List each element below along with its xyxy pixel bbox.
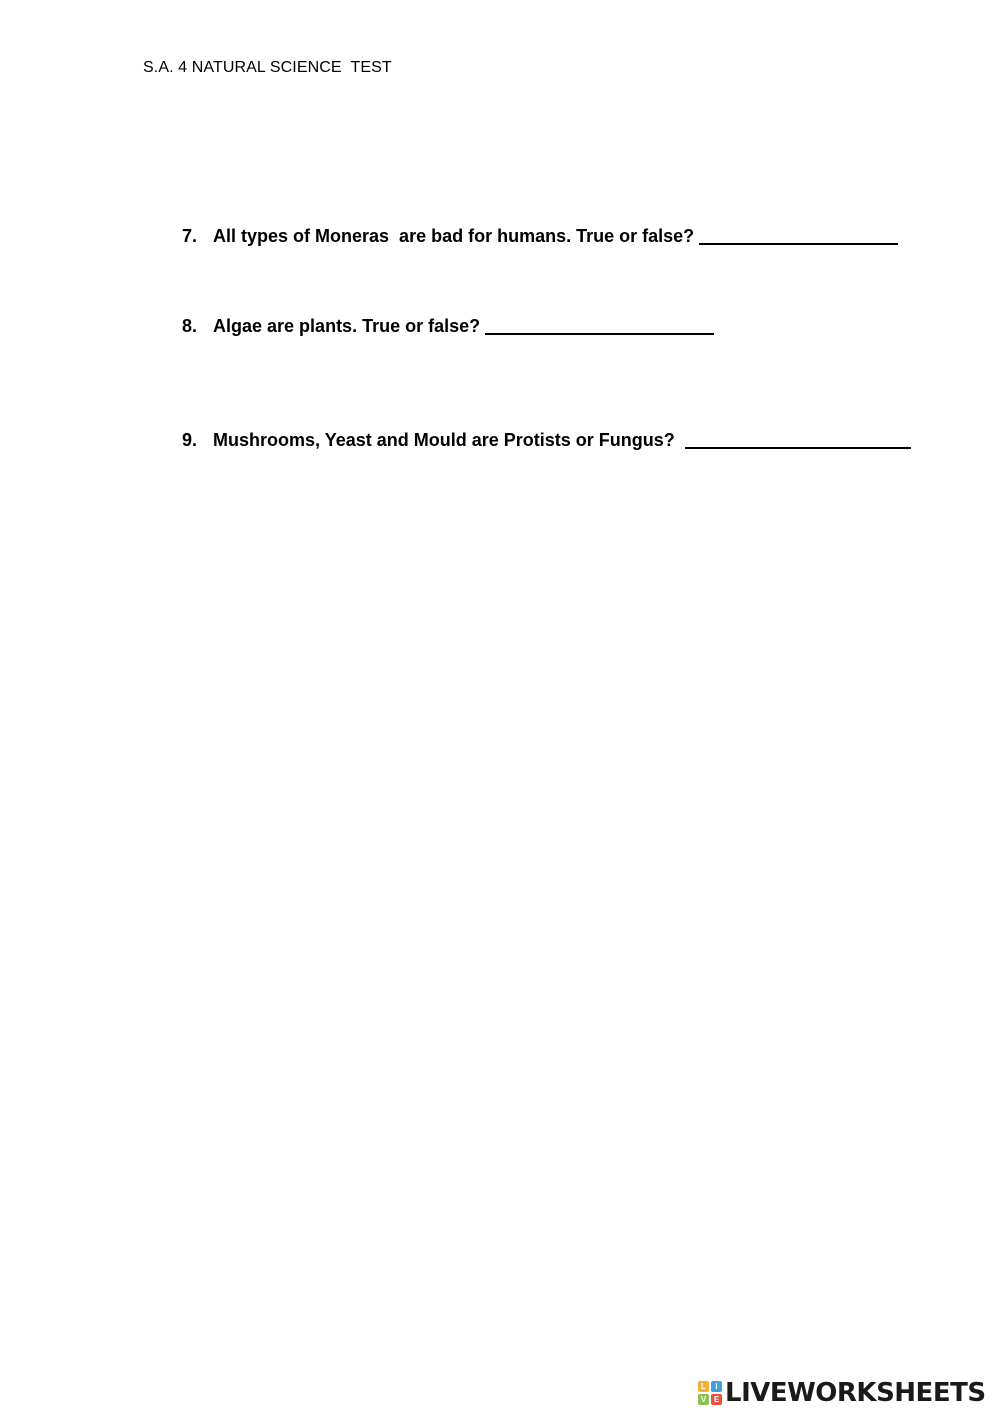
question-number: 8. [182, 316, 198, 336]
answer-blank[interactable] [485, 315, 714, 335]
badge-letter: L [698, 1381, 709, 1392]
question-text: All types of Moneras are bad for humans. True or false? [213, 226, 695, 246]
document-header: S.A. 4 NATURAL SCIENCE TEST [143, 59, 392, 76]
badge-letter: V [698, 1394, 709, 1405]
question-number: 7. [182, 226, 198, 246]
question-text: Algae are plants. True or false? [213, 316, 481, 336]
logo-text: LIVEWORKSHEETS [725, 1378, 986, 1408]
question-number: 9. [182, 430, 198, 450]
question-9 [172, 408, 911, 451]
question-8 [172, 294, 714, 337]
liveworksheets-logo [698, 1376, 986, 1410]
badge-letter: E [711, 1394, 722, 1405]
question-7 [172, 204, 898, 247]
answer-blank[interactable] [685, 429, 911, 449]
badge-letter: I [711, 1381, 722, 1392]
question-text: Mushrooms, Yeast and Mould are Protists or Fungus? [213, 430, 675, 450]
answer-blank[interactable] [699, 225, 898, 245]
logo-badge-icon [698, 1381, 722, 1405]
